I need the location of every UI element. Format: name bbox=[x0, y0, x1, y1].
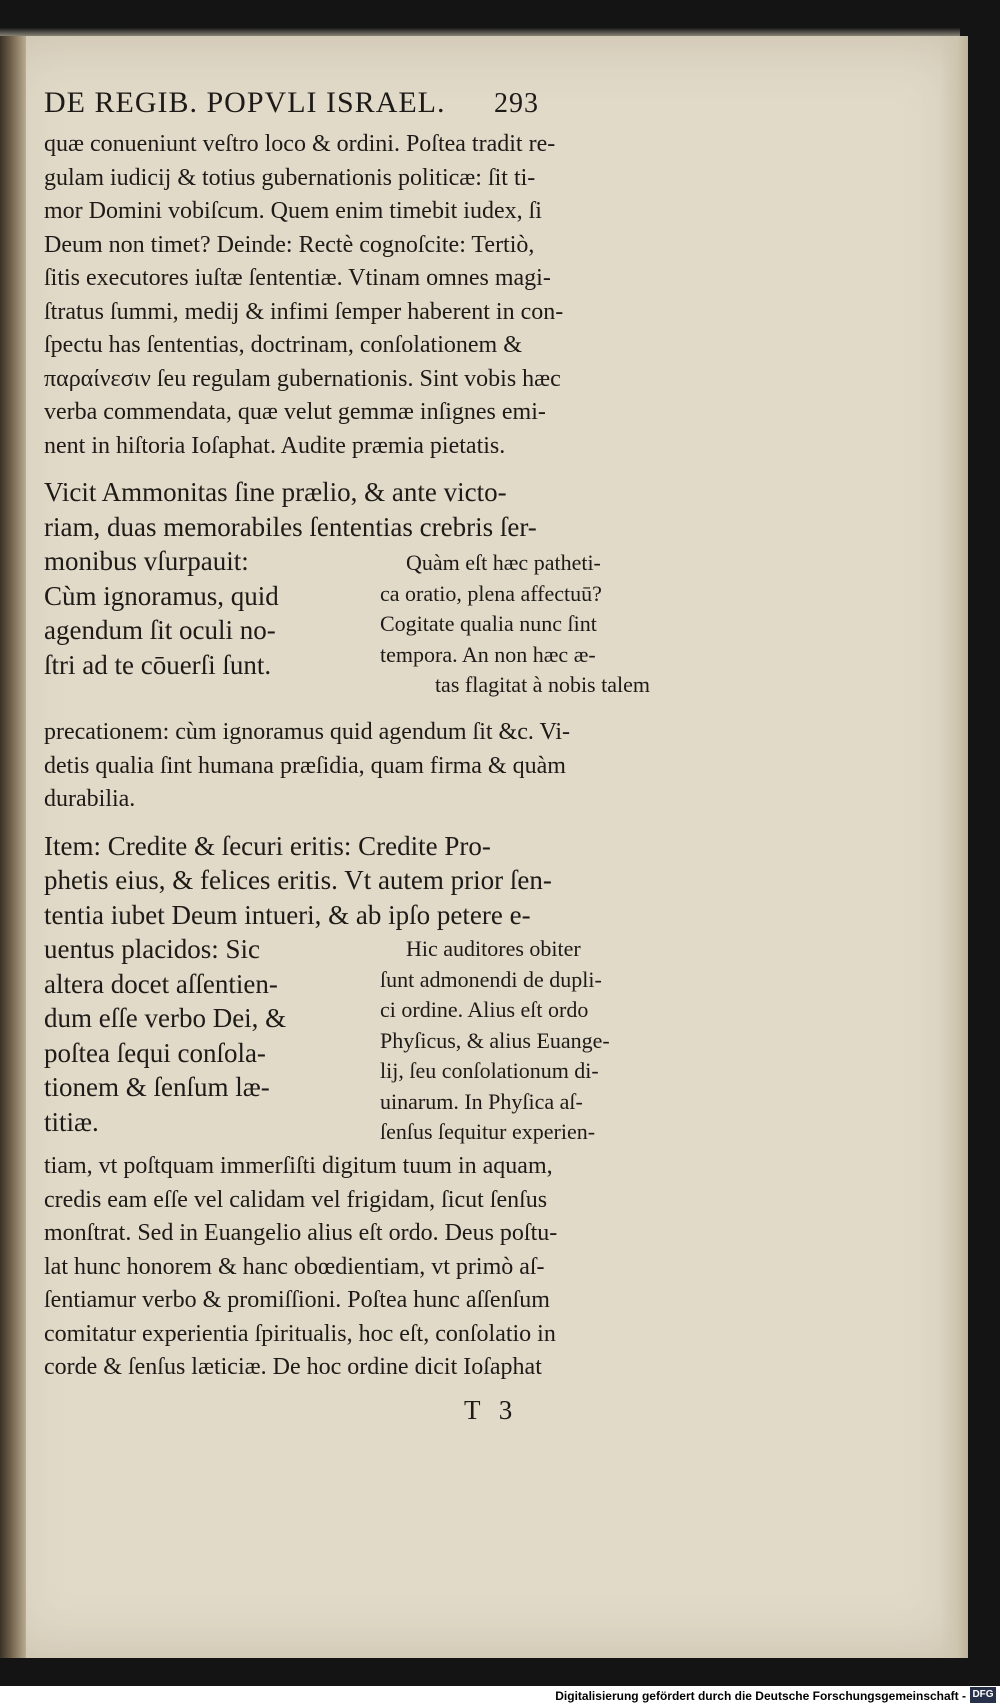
text-line: credis eam eſſe vel calidam vel frigidam, ſicut ſenſus bbox=[44, 1186, 548, 1213]
text-line: Phyſicus, & alius Euange- bbox=[380, 1027, 610, 1053]
text-line: lat hunc honorem & hanc obœdientiam, vt primò aſ- bbox=[44, 1253, 545, 1280]
text-line: uinarum. In Phyſica aſ- bbox=[380, 1088, 583, 1114]
text-line: titiæ. bbox=[44, 1106, 99, 1137]
text-line: Cogitate qualia nunc ſint bbox=[380, 611, 597, 636]
text-line: quæ conueniunt veſtro loco & ordini. Poſtea tradit re- bbox=[44, 131, 556, 157]
text-line: ſtratus ſummi, medij & infimi ſemper haberent in con- bbox=[44, 298, 564, 325]
text-line: comitatur experientia ſpiritualis, hoc eſt, conſolatio in bbox=[44, 1320, 556, 1347]
dfg-logo-icon: DFG bbox=[970, 1687, 996, 1703]
text-line: durabilia. bbox=[44, 786, 136, 812]
text-line: tiam, vt poſtquam immerſiſti digitum tuum in aquam, bbox=[44, 1153, 553, 1179]
paragraph-3-main-column bbox=[44, 932, 354, 1139]
text-line: ſunt admonendi de dupli- bbox=[380, 966, 602, 992]
text-line: ci ordine. Alius eſt ordo bbox=[380, 997, 589, 1022]
text-line: Vicit Ammonitas ſine prælio, & ante victo- bbox=[44, 477, 507, 507]
paragraph-3-columns bbox=[44, 932, 694, 1150]
footer-credit: Digitalisierung gefördert durch die Deutsche Forschungsgemeinschaft - bbox=[555, 1689, 966, 1703]
paragraph-3-continuation bbox=[44, 1150, 694, 1385]
text-line: uentus placidos: Sic bbox=[44, 934, 260, 964]
text-line: dum eſſe verbo Dei, & bbox=[44, 1003, 287, 1033]
text-line: παραίνεσιν ſeu regulam gubernationis. Sint vobis hæc bbox=[44, 365, 561, 392]
text-line: phetis eius, & felices eritis. Vt autem prior ſen- bbox=[44, 865, 552, 895]
running-title: DE REGIB. POPVLI ISRAEL. bbox=[44, 86, 446, 119]
text-line: tionem & ſenſum læ- bbox=[44, 1072, 270, 1102]
text-line: riam, duas memorabiles ſententias crebris ſer- bbox=[44, 511, 537, 542]
text-line: Hic auditores obiter bbox=[406, 936, 581, 961]
text-line: Deum non timet? Deinde: Rectè cognoſcite: Tertiò, bbox=[44, 231, 535, 258]
text-line: monibus vſurpauit: bbox=[44, 546, 249, 576]
text-line: monſtrat. Sed in Euangelio alius eſt ordo. Deus poſtu- bbox=[44, 1220, 558, 1246]
text-line: ſtri ad te cōuerſi ſunt. bbox=[44, 649, 272, 680]
marginal-note-2 bbox=[380, 934, 700, 1148]
paragraph-2 bbox=[44, 475, 694, 544]
text-line: ca oratio, plena affectuū? bbox=[380, 580, 602, 606]
text-line: detis qualia ſint humana præſidia, quam firma & quàm bbox=[44, 752, 566, 779]
text-line: Cùm ignoramus, quid bbox=[44, 580, 279, 611]
marginal-note-1 bbox=[380, 548, 700, 701]
paragraph-1 bbox=[44, 128, 694, 463]
text-line: altera docet aſſentien- bbox=[44, 968, 278, 999]
text-line: corde & ſenſus læticiæ. De hoc ordine dicit Ioſaphat bbox=[44, 1354, 542, 1380]
signature-mark: T 3 bbox=[464, 1394, 519, 1425]
text-line: tas flagitat à nobis talem bbox=[434, 672, 650, 697]
text-line: ſitis executores iuſtæ ſententiæ. Vtinam omnes magi- bbox=[44, 265, 551, 291]
text-line: ſpectu has ſententias, doctrinam, conſolationem & bbox=[44, 332, 522, 358]
page-right-edge bbox=[940, 36, 968, 1658]
folio-number: 293 bbox=[494, 88, 540, 119]
text-line: tentia iubet Deum intueri, & ab ipſo petere e- bbox=[44, 899, 531, 930]
text-line: Item: Credite & ſecuri eritis: Credite Pro- bbox=[44, 830, 491, 861]
text-line: agendum ſit oculi no- bbox=[44, 615, 276, 645]
running-header bbox=[44, 86, 694, 120]
text-line: precationem: cùm ignoramus quid agendum ſit &c. Vi- bbox=[44, 719, 570, 745]
text-line: nent in hiſtoria Ioſaphat. Audite præmia pietatis. bbox=[44, 432, 506, 459]
page-gutter bbox=[0, 36, 26, 1658]
text-line: Quàm eſt hæc patheti- bbox=[406, 550, 601, 575]
text-line: tempora. An non hæc æ- bbox=[380, 641, 596, 667]
page-text bbox=[44, 86, 694, 1426]
text-line: mor Domini vobiſcum. Quem enim timebit iudex, ſi bbox=[44, 198, 542, 224]
text-line: gulam iudicij & totius gubernationis politicæ: ſit ti- bbox=[44, 164, 536, 191]
paragraph-2-columns bbox=[44, 544, 694, 716]
text-line: lij, ſeu conſolationum di- bbox=[380, 1058, 599, 1083]
paragraph-2-continuation bbox=[44, 716, 694, 817]
text-line: ſenſus ſequitur experien- bbox=[380, 1119, 596, 1144]
text-line: verba commendata, quæ velut gemmæ inſignes emi- bbox=[44, 399, 546, 425]
paragraph-3 bbox=[44, 829, 694, 933]
text-line: poſtea ſequi conſola- bbox=[44, 1037, 266, 1068]
paragraph-2-main-column bbox=[44, 544, 354, 682]
text-line: ſentiamur verbo & promiſſioni. Poſtea hunc aſſenſum bbox=[44, 1287, 550, 1313]
